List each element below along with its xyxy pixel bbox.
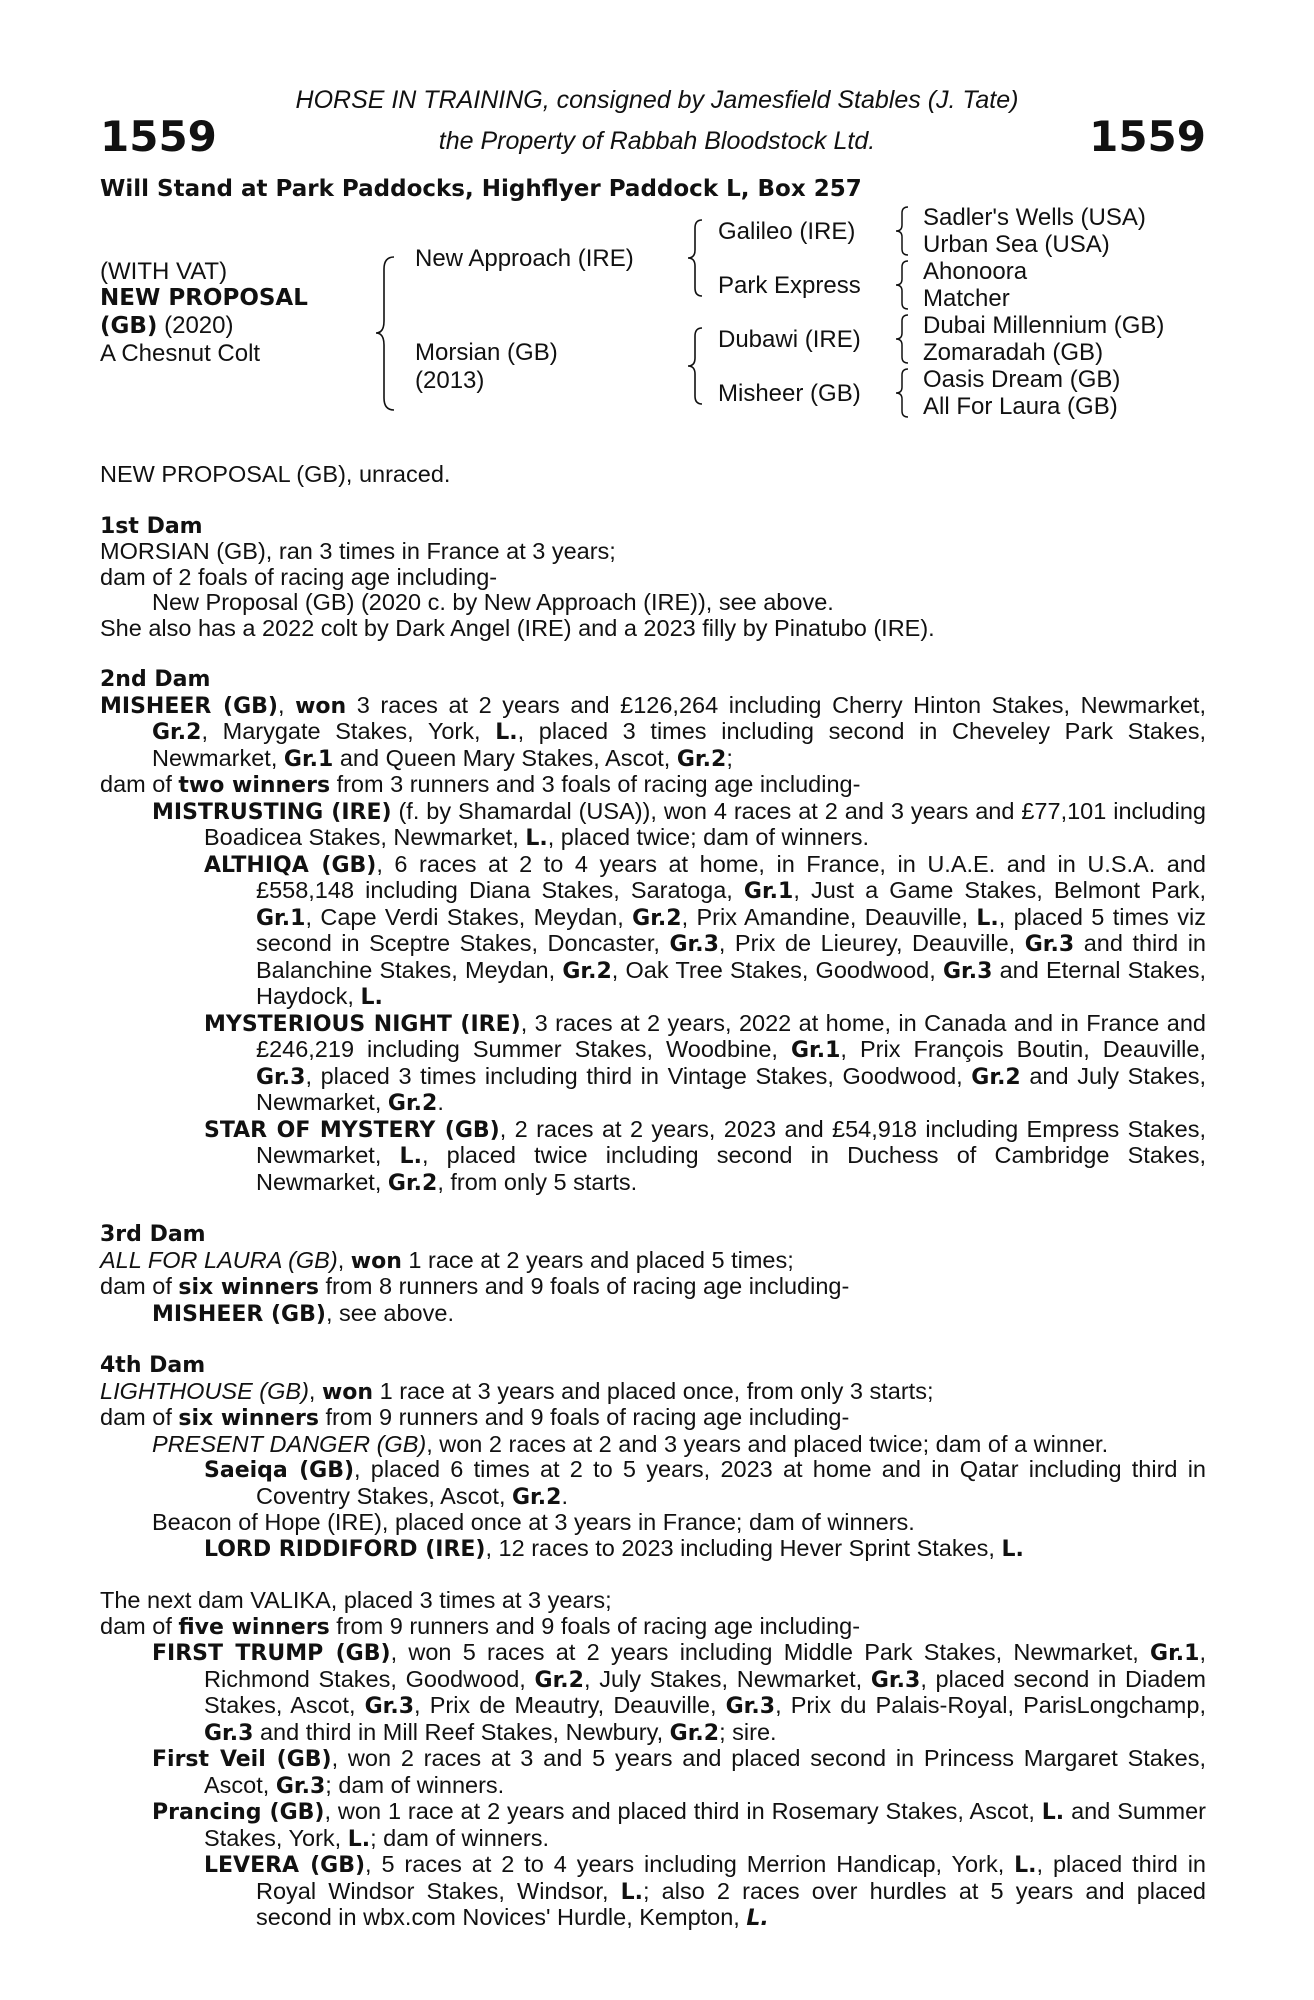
brace-gen3-2 bbox=[894, 259, 912, 311]
produce-entry: Prancing (GB), won 1 race at 2 years and placed third in Rosemary Stakes, Ascot, L. and Summer Stakes, York, L.; dam of winners. bbox=[152, 1798, 1207, 1852]
horse-country: (GB) bbox=[100, 313, 158, 339]
dam-year: (2013) bbox=[415, 367, 485, 394]
produce-entry: Saeiqa (GB), placed 6 times at 2 to 5 years, 2023 at home and in Qatar including third in Coventry Stakes, Ascot, Gr.2. bbox=[204, 1456, 1206, 1510]
second-dam-section bbox=[100, 667, 1206, 1196]
horse-name-line2 bbox=[100, 312, 233, 340]
sss: Sadler's Wells (USA) bbox=[923, 204, 1146, 231]
dam-entry: ALL FOR LAURA (GB), won 1 race at 2 years and placed 5 times; bbox=[100, 1246, 794, 1274]
dam: Morsian (GB) bbox=[415, 339, 558, 366]
produce-entry: MISHEER (GB), see above. bbox=[152, 1299, 454, 1327]
sire: New Approach (IRE) bbox=[415, 245, 634, 272]
produce-entry: MYSTERIOUS NIGHT (IRE), 3 races at 2 years, 2022 at home, in Canada and in France and £246,219 including Summer Stakes, Woodbine, Gr.1, Prix François Boutin, Deauville, Gr.3, placed 3 times including third in Vintage Stakes, Goodwood, Gr.2 and July Stakes, Newmarket, Gr.2. bbox=[204, 1009, 1206, 1116]
next-dam-section bbox=[100, 1588, 1206, 1932]
intro-section bbox=[100, 462, 1206, 488]
dam-entry: The next dam VALIKA, placed 3 times at 3 years; bbox=[100, 1587, 612, 1613]
dsd: Zomaradah (GB) bbox=[923, 339, 1104, 366]
produce-entry: LORD RIDDIFORD (IRE), 12 races to 2023 including Hever Sprint Stakes, L. bbox=[204, 1534, 1024, 1562]
intro-line: NEW PROPOSAL (GB), unraced. bbox=[100, 461, 451, 487]
dam-entry: MISHEER (GB), won 3 races at 2 years and £126,264 including Cherry Hinton Stakes, Newmarket, Gr.2, Marygate Stakes, York, L., placed 3 times including second in Cheveley Park Stakes, Newmarket, Gr.1 and Queen Mary Stakes, Ascot, Gr.2; bbox=[100, 691, 1206, 772]
fourth-dam-section bbox=[100, 1353, 1206, 1562]
ddd: All For Laura (GB) bbox=[923, 393, 1118, 420]
produce-line: dam of 2 foals of racing age including- bbox=[100, 563, 498, 590]
produce-entry: New Proposal (GB) (2020 c. by New Approach (IRE)), see above. bbox=[152, 589, 834, 615]
brace-gen3-4 bbox=[894, 367, 912, 419]
section-heading: 2nd Dam bbox=[100, 667, 211, 692]
produce-entry: FIRST TRUMP (GB), won 5 races at 2 years including Middle Park Stakes, Newmarket, Gr.1, Richmond Stakes, Goodwood, Gr.2, July Stakes, Newmarket, Gr.3, placed second in Diadem Stakes, Ascot, Gr.3, Prix de Meautry, Deauville, Gr.3, Prix du Palais-Royal, ParisLongchamp, Gr.3 and third in Mill Reef Stakes, Newbury, Gr.2; sire. bbox=[152, 1639, 1206, 1746]
section-heading: 1st Dam bbox=[100, 513, 203, 539]
brace-generation-1 bbox=[374, 255, 398, 412]
horse-name: NEW PROPOSAL bbox=[100, 285, 308, 311]
stand-location: Will Stand at Park Paddocks, Highflyer Paddock L, Box 257 bbox=[100, 176, 862, 202]
produce-entry: STAR OF MYSTERY (GB), 2 races at 2 years, 2023 and £54,918 including Empress Stakes, Newmarket, L., placed twice including second in Duchess of Cambridge Stakes, Newmarket, Gr.2, from only 5 starts. bbox=[204, 1115, 1207, 1196]
section-heading: 4th Dam bbox=[100, 1353, 206, 1378]
property-line: the Property of Rabbah Bloodstock Ltd. bbox=[438, 127, 876, 155]
sire-dam: Park Express bbox=[718, 272, 861, 299]
produce-note: She also has a 2022 colt by Dark Angel (IRE) and a 2023 filly by Pinatubo (IRE). bbox=[100, 614, 935, 641]
dam-line: MORSIAN (GB), ran 3 times in France at 3 years; bbox=[100, 538, 616, 564]
produce-entry: ALTHIQA (GB), 6 races at 2 to 4 years at home, in France, in U.A.E. and in U.S.A. and £558,148 including Diana Stakes, Saratoga, Gr.1, Just a Game Stakes, Belmont Park, Gr.1, Cape Verdi Stakes, Meydan, Gr.2, Prix Amandine, Deauville, L., placed 5 times viz second in Sceptre Stakes, Doncaster, Gr.3, Prix de Lieurey, Deauville, Gr.3 and third in Balanchine Stakes, Meydan, Gr.2, Oak Tree Stakes, Goodwood, Gr.3 and Eternal Stakes, Haydock, L. bbox=[204, 850, 1206, 1010]
sire-sire: Galileo (IRE) bbox=[718, 218, 856, 245]
catalogue-body bbox=[100, 462, 1206, 1932]
dam-sire: Dubawi (IRE) bbox=[718, 326, 861, 353]
produce-entry: LEVERA (GB), 5 races at 2 to 4 years including Merrion Handicap, York, L., placed third in Royal Windsor Stakes, Windsor, L.; also 2 races over hurdles at 5 years and placed second in wbx.com Novices' Hurdle, Kempton, L. bbox=[204, 1851, 1206, 1931]
produce-line: dam of six winners from 8 runners and 9 foals of racing age including- bbox=[100, 1273, 850, 1300]
brace-gen3-3 bbox=[894, 313, 912, 365]
produce-line: dam of five winners from 9 runners and 9 foals of racing age including- bbox=[100, 1612, 861, 1640]
horse-description: A Chesnut Colt bbox=[100, 340, 261, 367]
dam-entry: LIGHTHOUSE (GB), won 1 race at 3 years and placed once, from only 3 starts; bbox=[100, 1377, 934, 1405]
produce-line: dam of two winners from 3 runners and 3 foals of racing age including- bbox=[100, 771, 861, 798]
produce-entry: MISTRUSTING (IRE) (f. by Shamardal (USA)), won 4 races at 2 and 3 years and £77,101 including Boadicea Stakes, Newmarket, L., placed twice; dam of winners. bbox=[152, 797, 1206, 851]
dss: Dubai Millennium (GB) bbox=[923, 312, 1165, 339]
produce-entry: Beacon of Hope (IRE), placed once at 3 years in France; dam of winners. bbox=[152, 1509, 915, 1535]
brace-dam bbox=[686, 326, 706, 406]
sdd: Matcher bbox=[923, 285, 1010, 312]
sds: Ahonoora bbox=[923, 258, 1028, 285]
horse-year: (2020) bbox=[157, 312, 234, 339]
ssd: Urban Sea (USA) bbox=[923, 231, 1110, 258]
brace-gen3-1 bbox=[894, 205, 912, 257]
produce-entry: PRESENT DANGER (GB), won 2 races at 2 and 3 years and placed twice; dam of a winner. bbox=[152, 1430, 1109, 1457]
brace-sire bbox=[686, 218, 706, 298]
lot-number-left: 1559 bbox=[100, 112, 217, 161]
produce-entry: First Veil (GB), won 2 races at 3 and 5 years and placed second in Princess Margaret Stakes, Ascot, Gr.3; dam of winners. bbox=[152, 1745, 1206, 1799]
section-heading: 3rd Dam bbox=[100, 1222, 206, 1247]
lot-number-right: 1559 bbox=[1089, 112, 1206, 161]
vat-note: (WITH VAT) bbox=[100, 258, 228, 285]
produce-line: dam of six winners from 9 runners and 9 foals of racing age including- bbox=[100, 1404, 850, 1431]
dds: Oasis Dream (GB) bbox=[923, 366, 1121, 393]
first-dam-section bbox=[100, 514, 1206, 642]
consignor-line: HORSE IN TRAINING, consigned by Jamesfield Stables (J. Tate) bbox=[295, 86, 1019, 114]
third-dam-section bbox=[100, 1222, 1206, 1327]
dam-dam: Misheer (GB) bbox=[718, 380, 861, 407]
